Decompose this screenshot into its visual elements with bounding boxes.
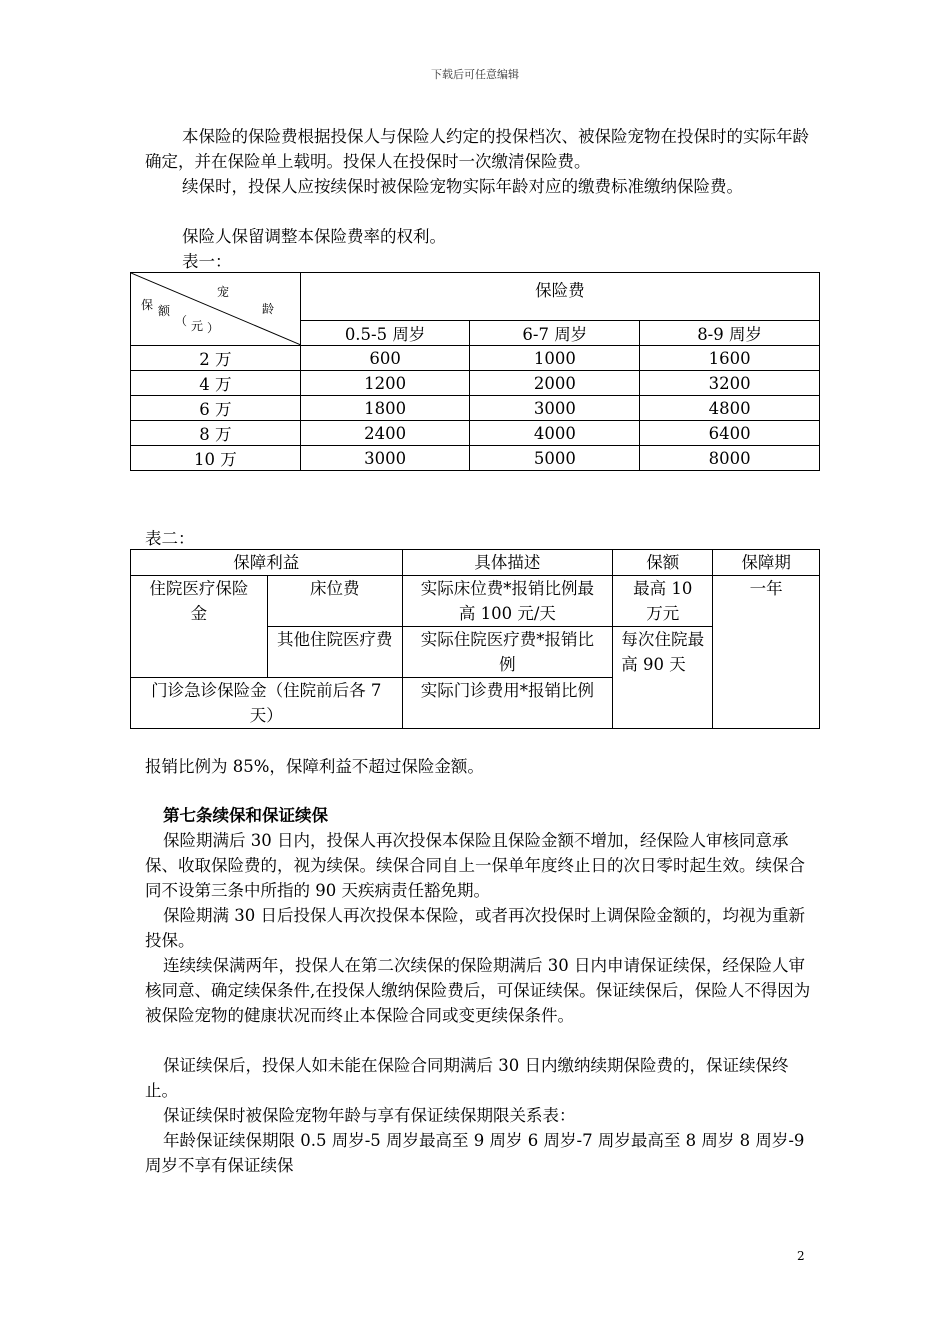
value-cell: 4000: [470, 421, 640, 446]
header-description: 具体描述: [402, 550, 613, 576]
header-period: 保障期: [713, 550, 820, 576]
value-cell: 8000: [640, 446, 820, 471]
table-row: [131, 396, 820, 421]
benefits-table: [130, 549, 820, 729]
diag-left-label-1: 保: [141, 298, 154, 312]
hospital-benefit-cell: 住院医疗保险金: [131, 576, 268, 678]
section-7-paragraph-2: 保险期满 30 日后投保人再次投保本保险，或者再次投保时上调保险金额的，均视为重新投保。: [145, 906, 805, 950]
table-row: [131, 446, 820, 471]
outpatient-benefit-cell: 门诊急诊保险金（住院前后各 7 天）: [131, 678, 403, 729]
intro-paragraph-3: 保险人保留调整本保险费率的权利。: [182, 227, 446, 246]
other-fee-amount-cell: 每次住院最 高 90 天: [613, 627, 713, 729]
table2-label: 表二：: [145, 529, 195, 548]
amount-cell: 4 万: [131, 371, 301, 396]
value-cell: 2000: [470, 371, 640, 396]
header-amount: 保额: [613, 550, 713, 576]
premium-table: [130, 272, 820, 471]
value-cell: 6400: [640, 421, 820, 446]
table-row: [131, 371, 820, 396]
amount-cell: 8 万: [131, 421, 301, 446]
header-benefit: 保障利益: [131, 550, 403, 576]
other-fee-cell: 其他住院医疗费: [267, 627, 402, 678]
diag-left-label-2: 额: [158, 304, 171, 318]
outpatient-desc-cell: 实际门诊费用*报销比例: [402, 678, 613, 729]
bed-fee-amount-cell: 最高 10 万元: [613, 576, 713, 627]
value-cell: 5000: [470, 446, 640, 471]
age-header-3: 8-9 周岁: [640, 321, 820, 346]
age-header-1: 0.5-5 周岁: [300, 321, 470, 346]
intro-paragraph-2: 续保时，投保人应按续保时被保险宠物实际年龄对应的缴费标准缴纳保险费。: [182, 177, 743, 196]
amount-cell: 10 万: [131, 446, 301, 471]
diag-right-label: 龄: [262, 302, 275, 316]
table-row: [131, 346, 820, 371]
section-7-paragraph-3: 连续续保满两年，投保人在第二次续保的保险期满后 30 日内申请保证续保，经保险人审核同意、确定续保条件,在投保人缴纳保险费后，可保证续保。保证续保后，保险人不得因为被保险宠物的健康状况而终止本保险合同或变更续保条件。: [145, 956, 811, 1025]
page-number: 2: [797, 1249, 805, 1263]
diag-left-label-4: 元: [191, 319, 204, 333]
premium-header: 保险费: [300, 273, 819, 321]
reimbursement-note: 报销比例为 85%，保障利益不超过保险金额。: [145, 757, 484, 776]
section-7-title: 第七条续保和保证续保: [163, 806, 328, 825]
value-cell: 1600: [640, 346, 820, 371]
value-cell: 600: [300, 346, 470, 371]
diag-top-label: 宠: [217, 285, 230, 299]
diag-left-label-5: ）: [207, 321, 220, 335]
table1-label: 表一：: [182, 252, 232, 271]
intro-paragraph-1: 本保险的保险费根据投保人与保险人约定的投保档次、被保险宠物在投保时的实际年龄确定，并在保险单上载明。投保人在投保时一次缴清保险费。: [145, 127, 809, 171]
page-header: 下载后可任意编辑: [431, 68, 519, 81]
value-cell: 4800: [640, 396, 820, 421]
value-cell: 1000: [470, 346, 640, 371]
bed-fee-desc-cell: 实际床位费*报销比例最高 100 元/天: [402, 576, 613, 627]
value-cell: 1200: [300, 371, 470, 396]
section-7-paragraph-6: 年龄保证续保期限 0.5 周岁-5 周岁最高至 9 周岁 6 周岁-7 周岁最高至 8 周岁 8 周岁-9 周岁不享有保证续保: [145, 1131, 805, 1175]
amount-cell: 2 万: [131, 346, 301, 371]
value-cell: 3000: [470, 396, 640, 421]
section-7-paragraph-5: 保证续保时被保险宠物年龄与享有保证续保期限关系表：: [163, 1106, 576, 1125]
amount-cell: 6 万: [131, 396, 301, 421]
value-cell: 3200: [640, 371, 820, 396]
age-header-2: 6-7 周岁: [470, 321, 640, 346]
value-cell: 1800: [300, 396, 470, 421]
other-fee-desc-cell: 实际住院医疗费*报销比例: [402, 627, 613, 678]
table-row: [131, 421, 820, 446]
period-cell: 一年: [713, 576, 820, 729]
diagonal-header-cell: [131, 273, 301, 346]
bed-fee-cell: 床位费: [267, 576, 402, 627]
section-7-paragraph-4: 保证续保后，投保人如未能在保险合同期满后 30 日内缴纳续期保险费的，保证续保终止。: [145, 1056, 789, 1100]
value-cell: 2400: [300, 421, 470, 446]
section-7-paragraph-1: 保险期满后 30 日内，投保人再次投保本保险且保险金额不增加，经保险人审核同意承保、收取保险费的，视为续保。续保合同自上一保单年度终止日的次日零时起生效。续保合同不设第三条中所指的 90 天疾病责任豁免期。: [145, 831, 805, 900]
diag-left-label-3: （: [175, 314, 188, 328]
value-cell: 3000: [300, 446, 470, 471]
